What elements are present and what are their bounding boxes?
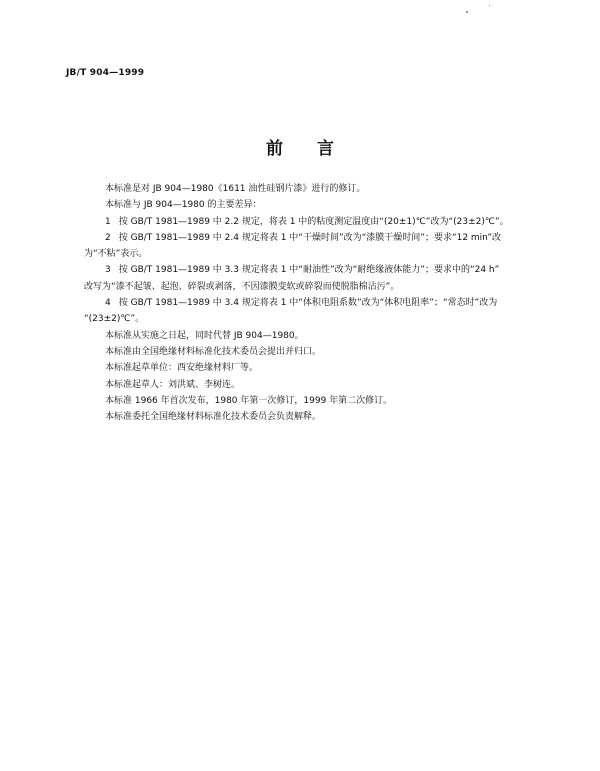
scan-speck bbox=[466, 11, 468, 13]
list-item-text: 按 GB/T 1981—1989 中 3.4 规定将表 1 中“体积电阻系数”改为“体积电阻率”；“常态时”改为 bbox=[118, 298, 498, 309]
paragraph-drafting-unit: 本标准起草单位：西安绝缘材料厂等。 bbox=[105, 363, 259, 374]
scan-speck bbox=[489, 5, 490, 6]
list-item-continuation: 改写为“漆不起皱、起泡、碎裂或剥落，不因漆膜变软或碎裂而使脱脂棉沾污”。 bbox=[84, 281, 400, 292]
list-item bbox=[84, 295, 554, 311]
list-item-number: 2 bbox=[105, 232, 111, 243]
list-item-text: 按 GB/T 1981—1989 中 2.2 规定，将表 1 中的粘度测定温度由“(20±1)℃”改为“(23±2)℃”。 bbox=[118, 216, 509, 227]
list-item-number: 3 bbox=[105, 265, 111, 276]
standard-number: JB/T 904—1999 bbox=[66, 68, 145, 78]
paragraph-revision-basis: 本标准是对 JB 904—1980《1611 油性硅钢片漆》进行的修订。 bbox=[105, 184, 366, 194]
list-item bbox=[84, 230, 554, 246]
list-item-continuation: “(23±2)℃”。 bbox=[84, 314, 145, 325]
list-item bbox=[84, 262, 554, 278]
list-item-text: 按 GB/T 1981—1989 中 2.4 规定将表 1 中“干燥时间”改为“漆膜干燥时间”；要求“12 min”改 bbox=[118, 232, 502, 243]
page-title: 前言 bbox=[266, 139, 368, 159]
list-item-continuation: 为“不粘”表示。 bbox=[84, 249, 148, 260]
paragraph-interpretation: 本标准委托全国绝缘材料标准化技术委员会负责解释。 bbox=[105, 412, 322, 423]
paragraph-drafters: 本标准起草人：刘洪斌、李树连。 bbox=[105, 379, 241, 390]
list-item bbox=[84, 214, 554, 230]
list-item-number: 4 bbox=[105, 298, 111, 309]
preface-body bbox=[84, 181, 554, 425]
paragraph-history: 本标准 1966 年首次发布，1980 年第一次修订，1999 年第二次修订。 bbox=[105, 395, 393, 406]
paragraph-proposer: 本标准由全国绝缘材料标准化技术委员会提出并归口。 bbox=[105, 346, 322, 357]
paragraph-replacement: 本标准从实施之日起，同时代替 JB 904—1980。 bbox=[105, 330, 304, 341]
list-item-number: 1 bbox=[105, 216, 111, 227]
list-item-text: 按 GB/T 1981—1989 中 3.3 规定将表 1 中“耐油性”改为“耐绝缘液体能力”；要求中的“24 h” bbox=[118, 265, 500, 276]
paragraph-differences-intro: 本标准与 JB 904—1980 的主要差异： bbox=[105, 200, 262, 211]
